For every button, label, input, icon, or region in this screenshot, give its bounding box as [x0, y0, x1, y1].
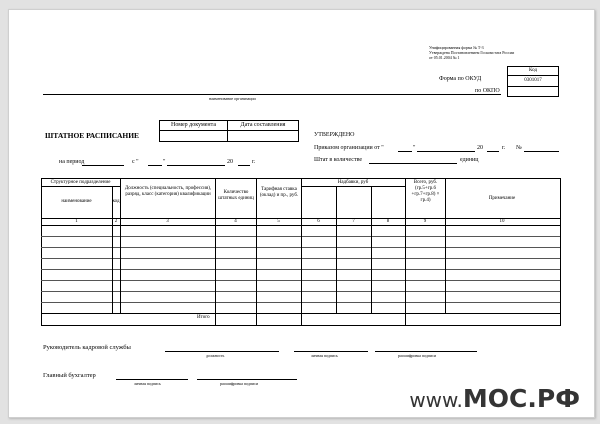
hr-sign-caption: личная подпись — [311, 353, 338, 358]
period-line-1 — [82, 165, 124, 166]
header-total: Всего, руб. (гр.5+гр.6 +гр.7+гр.8) × гр.4) — [411, 180, 440, 203]
header-note: Примечание — [488, 196, 516, 201]
period-year: 20 — [227, 159, 233, 165]
kod-header: Код — [507, 66, 559, 76]
watermark-site: МОС.РФ — [462, 384, 580, 413]
doc-number-header: Номер документа — [159, 120, 228, 131]
order-quote: " — [413, 145, 416, 151]
period-quote: " — [163, 159, 166, 165]
approved-title: УТВЕРЖДЕНО — [314, 132, 355, 138]
col-number: 2 — [114, 219, 118, 224]
period-g: г. — [252, 159, 256, 165]
header-name: наименование — [61, 199, 92, 204]
header-struct-unit: Структурное подразделение — [50, 180, 111, 185]
okpo-value — [507, 86, 559, 97]
hr-sign-line — [294, 351, 368, 352]
header-bonus: Надбавки, руб — [337, 180, 369, 185]
document-sheet — [8, 9, 595, 418]
form-number-line: Унифицированная форма № Т-3 — [429, 45, 484, 50]
order-month-line — [417, 151, 475, 152]
hr-decode-line — [375, 351, 477, 352]
period-from: с " — [132, 159, 139, 165]
doc-number-value — [159, 130, 228, 142]
okud-label: Форма по ОКУД — [439, 76, 482, 82]
col-number: 5 — [277, 219, 280, 224]
hr-position-line — [165, 351, 279, 352]
total-label: Итого — [197, 315, 210, 320]
order-no: № — [516, 145, 522, 151]
chief-accountant-label: Главный бухгалтер — [43, 372, 96, 379]
period-month-line — [167, 165, 225, 166]
col-number: 9 — [423, 219, 427, 224]
org-name-line — [43, 94, 501, 95]
header-position: Должность (специальность, профессия), разряд, класс (категория) квалификации — [124, 186, 212, 197]
period-year-line — [238, 165, 250, 166]
period-label: на период — [59, 159, 85, 165]
header-rate: Тарифная ставка (оклад) и пр., руб. — [259, 187, 299, 198]
doc-date-header: Дата составления — [227, 120, 299, 131]
order-year: 20 — [477, 145, 483, 151]
period-day-line — [148, 165, 162, 166]
org-name-caption: наименование организации — [209, 96, 256, 101]
staff-label: Штат в количестве — [314, 157, 363, 163]
order-g: г. — [502, 145, 506, 151]
hr-head-label: Руководитель кадровой службы — [43, 344, 131, 351]
staff-units: единиц — [460, 157, 479, 163]
header-count: Количество штатных единиц — [218, 190, 254, 201]
col-number: 3 — [166, 219, 169, 224]
site-watermark — [409, 384, 580, 413]
form-date-line: от 05.01.2004 № 1 — [429, 55, 460, 60]
col-number: 4 — [234, 219, 237, 224]
okud-value: 0301017 — [507, 75, 559, 87]
acc-decode-line — [197, 379, 297, 380]
col-number: 1 — [75, 219, 78, 224]
acc-decode-caption: расшифровка подписи — [220, 381, 259, 386]
okpo-label: по ОКПО — [475, 88, 500, 94]
form-approval-line: Утверждена Постановлением Госкомстата России — [429, 50, 515, 55]
col-number: 6 — [317, 219, 320, 224]
header-code: код — [112, 199, 120, 204]
acc-sign-caption: личная подпись — [134, 381, 161, 386]
col-number: 8 — [386, 219, 390, 224]
order-number-line — [524, 151, 559, 152]
watermark-prefix: www. — [409, 388, 463, 412]
order-label: Приказом организации от " — [314, 145, 384, 151]
hr-decode-caption: расшифровка подписи — [398, 353, 437, 358]
col-number: 7 — [352, 219, 355, 224]
document-title: ШТАТНОЕ РАСПИСАНИЕ — [45, 131, 140, 140]
acc-sign-line — [116, 379, 188, 380]
order-year-line — [487, 151, 499, 152]
staff-count-line — [369, 163, 457, 164]
col-number: 10 — [499, 219, 505, 224]
order-day-line — [398, 151, 412, 152]
hr-position-caption: должность — [206, 353, 225, 358]
doc-date-value — [227, 130, 299, 142]
